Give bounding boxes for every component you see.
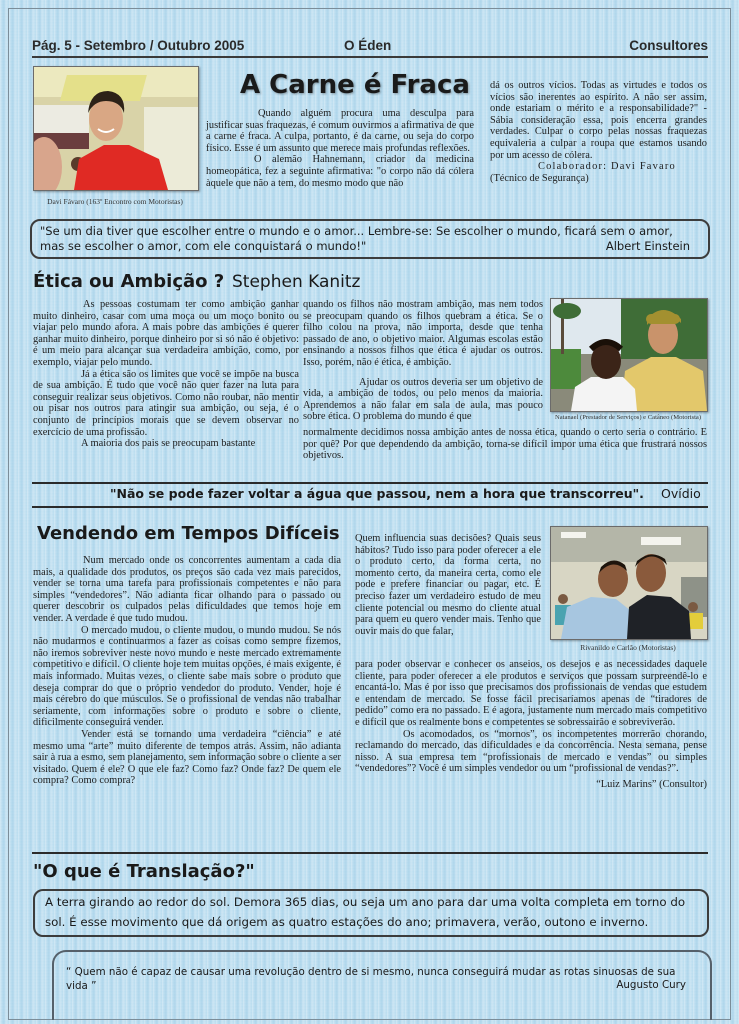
article-vendendo-col2-narrow (355, 533, 541, 637)
quote-box-einstein (30, 219, 710, 259)
article-title-vendendo: Vendendo em Tempos Difíceis (37, 523, 340, 544)
article-etica-col2 (303, 299, 543, 423)
page-info: Pág. 5 - Setembro / Outubro 2005 (32, 38, 245, 53)
page-header (32, 36, 708, 58)
photo-caption-rivanildo: Rivanildo e Carlão (Motoristas) (580, 643, 676, 652)
paragraph: O mercado mudou, o cliente mudou, o mundo mudou. Se nós não mudarmos e continuarmos a fazer as coisas como sempre fizemos, não iremos sobreviver neste novo mundo e neste mercado extremamente competitivo e difícil. O cliente hoje tem muitas opções, é mais exigente, é mais informado. Muitas vezes, o cliente sabe mais sobre o produto que deseja comprar do que o próprio vendedor do produto. Vender, hoje é mais cérebro do que músculos. Se o profissional de vendas não trabalhar seriamente, com informações sobre o produto e sobre o cliente, dificilmente conseguirá vender. (33, 624, 341, 729)
quote-author-cury: Augusto Cury (616, 979, 686, 991)
article-title-etica: Ética ou Ambição ? (33, 271, 225, 292)
article-carne-col1 (206, 108, 474, 189)
photo-caption-davi: Davi Fávaro (163º Encontro com Motoristas) (47, 197, 183, 206)
article-title-carne-fraca: A Carne é Fraca (240, 70, 470, 100)
quote-author-ovidio: Ovídio (661, 486, 701, 501)
quote-text-cury: “ Quem não é capaz de causar uma revolução dentro de si mesmo, nunca conseguirá mudar as rotas sinuosas de sua vida ” (66, 966, 676, 992)
paragraph: quando os filhos não mostram ambição, mas nem todos se preocupam quando os filhos quebram a ética. Se o filho colou na prova, não importa, desde que tenha passado de ano, o objetivo maior. Algumas escolas estão ensinando a nossos filhos que ética é ajudar os outros. Isso, porém, não é ética, é ambição. (303, 299, 543, 368)
article-vendendo-col1 (33, 555, 341, 787)
article-credit: Colaborador: Davi Favaro (538, 161, 676, 173)
article-carne-col2 (490, 80, 707, 184)
divider-line (32, 482, 708, 484)
paragraph: normalmente decidimos nossa ambição antes de nossa ética, quando o certo seria o contrário. E por quê? Por que dependendo da ambição, torna-se difícil impor uma ética que frustrará nossos objetivos. (303, 427, 707, 462)
article-author-kanitz: Stephen Kanitz (232, 272, 361, 292)
photo-davi-favaro (33, 66, 199, 191)
paragraph: Já a ética são os limites que você se impõe na busca de sua ambição. É tudo que você não quer fazer na luta para conseguir realizar seus objetivos. Como não roubar, não mentir ou pisar nos outros para atingir sua ambição, ou seja, é o conjunto de princípios morais que se devem observar no exercício de uma profissão. (33, 368, 299, 438)
paragraph: Ajudar os outros deveria ser um objetivo de vida, a ambição de todos, ou pelo menos da maioria. Aprendemos a não falar em sala de aula, mas pouco sobre ética. O problema do mundo é que (303, 376, 543, 423)
quote-text: "Se um dia tiver que escolher entre o mundo e o amor... Lembre-se: Se escolher o mundo, ficará sem o amor, mas se escolher o amor, com ele conquistará o mundo!" (40, 224, 673, 253)
publication-name: O Éden (344, 38, 392, 53)
paragraph: Quem influencia suas decisões? Quais seus hábitos? Tudo isso para poder oferecer a ele o produto certo, da forma certa, no momento certo, da maneira certa, como ele pode e prefere financiar ou pagar, etc. É preciso fazer um verdadeiro estudo de meu cliente potencial ou mesmo do cliente atual para quem eu quero vender mais. Tenho que ouvir mais do que falar, (355, 533, 541, 637)
quote-author: Albert Einstein (605, 239, 690, 253)
section-name: Consultores (629, 38, 708, 53)
article-title-translacao: "O que é Translação?" (33, 861, 255, 882)
quote-text-ovidio: "Não se pode fazer voltar a água que passou, nem a hora que transcorreu". (110, 486, 644, 501)
paragraph: Vender está se tornando uma verdadeira “ciência” e até mesmo uma “arte” muito diferente de tempos atrás. Assim, não adianta sair à rua a esmo, sem planejamento, sem informação sobre o cliente a ser visitado. Quem é ele? O que ele faz? Como faz? Onde faz? De quem ele compra? Como compra? (33, 728, 341, 787)
article-etica-col1 (33, 299, 299, 450)
paragraph: As pessoas costumam ter como ambição ganhar muito dinheiro, casar com uma moça ou um moço bonito ou viajar pelo mundo afora. A mais pobre das ambições é querer ganhar muito dinheiro, porque dinheiro por si só não é objetivo: é um meio para alcançar sua verdadeira ambição, como, por exemplo, viajar pelo mundo. (33, 299, 299, 368)
photo-caption-natanael: Natanael (Prestador de Serviços) e Catâneo (Motorista) (554, 414, 702, 421)
photo-rivanildo-carlao (550, 526, 708, 640)
paragraph: Os acomodados, os “mornos”, os incompetentes morrerão chorando, reclamando do mercado, das dificuldades e da concorrência. Nesta semana, pense nisso. A sua empresa tem “profissionais de mercado e vendas” ou simples “vendedores”? Você é um simples vendedor ou um “profissional de vendas?”. (355, 728, 707, 775)
translacao-box (33, 889, 709, 937)
paragraph: Num mercado onde os concorrentes aumentam a cada dia mais, a qualidade dos produtos, os preços são cada vez mais parecidos, vender se torna uma tarefa para profissionais competentes e não para simples “vendedores”. Não adianta ficar olhando para o passado ou querer descobrir os culpados pelas dificuldades que temos hoje em vender. A verdade é que tudo mudou. (33, 555, 341, 624)
photo-natanael-cataneo (550, 298, 708, 412)
divider-line (32, 506, 708, 508)
paragraph: O alemão Hahnemann, criador da medicina homeopática, fez a seguinte afirmativa: "o corpo não dá cólera àquele que não a tem, do mesmo modo que não (206, 154, 474, 189)
article-credit-role: (Técnico de Segurança) (490, 172, 589, 184)
divider-line (32, 852, 708, 854)
paragraph: A maioria dos pais se preocupam bastante (81, 438, 256, 450)
translacao-text: A terra girando ao redor do sol. Demora 365 dias, ou seja um ano para dar uma volta completa em torno do sol. É esse movimento que dá origem as quatro estações do ano; primavera, verão, outono e inverno. (45, 895, 686, 929)
article-etica-tail (303, 427, 707, 462)
paragraph: para poder observar e conhecer os anseios, os desejos e as necessidades daquele cliente, para poder oferecer a ele produtos e serviços que possam surpreendê-lo e encantá-lo. Mas é por isso que precisamos dos profissionais de vendas que estudem e entendam de mercado. Se fosse fácil precisaríamos apenas de “tiradores de pedido” como era no passado. E é agora, justamente num mercado mais competitivo e difícil que os realmente bons e competentes se sobressairão e sobreviverão. (355, 659, 707, 728)
paragraph: Quando alguém procura uma desculpa para justificar suas fraquezas, é comum ouvirmos a afirmativa de que a carne é fraca. A culpa, portanto, é da carne, ou seja do corpo físico. Esse é um assunto que merece mais profundas reflexões. (206, 108, 474, 154)
paragraph: dá os outros vícios. Todas as virtudes e todos os vícios são inerentes ao espírito. A não ser assim, onde estariam o mérito e a responsabilidade?" - Sábia consideração essa, pois encerra grandes verdades. Culpar o corpo pelas nossas fraquezas equivaleria a culpar a roupa que estamos usando por um acesso de cólera. (490, 80, 707, 161)
article-vendendo-col2-wide (355, 659, 707, 791)
article-credit: “Luiz Marins” (Consultor) (596, 778, 707, 790)
